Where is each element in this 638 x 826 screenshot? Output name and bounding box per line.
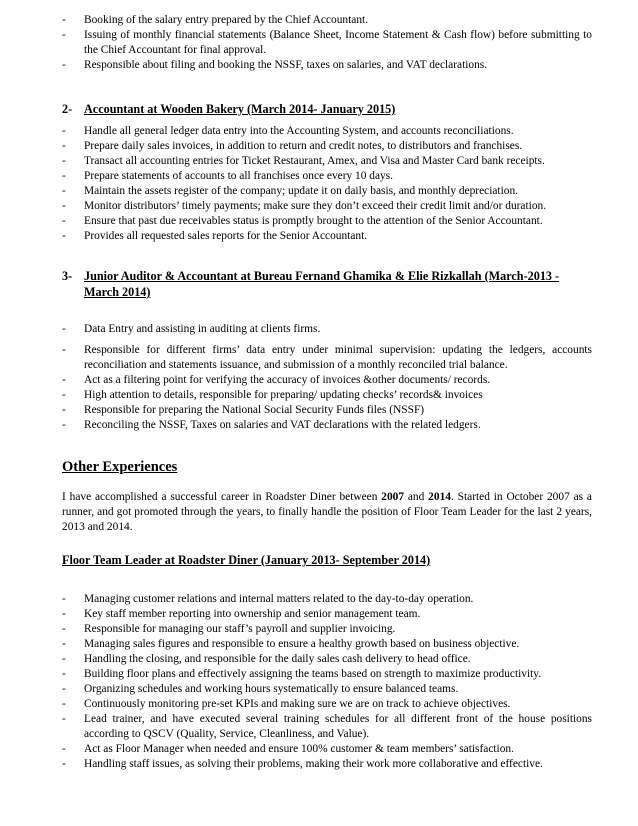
bullet-dash: - xyxy=(62,638,66,650)
list-item-text: Organizing schedules and working hours systematically to ensure balanced teams. xyxy=(84,683,459,695)
list-item xyxy=(62,712,592,742)
bullet-dash: - xyxy=(62,593,66,605)
list-item-text: Handle all general ledger data entry into the Accounting System, and accounts reconciliations. xyxy=(84,125,514,137)
list-item-text: Handling the closing, and responsible for the daily sales cash delivery to head office. xyxy=(84,653,471,665)
bullet-dash: - xyxy=(62,713,66,725)
list-item xyxy=(62,124,592,139)
bullet-dash: - xyxy=(62,140,66,152)
list-item xyxy=(62,697,592,712)
list-item-text: Responsible about filing and booking the NSSF, taxes on salaries, and VAT declarations. xyxy=(84,59,488,71)
list-item-text: Responsible for preparing the National Social Security Funds files (NSSF) xyxy=(84,404,425,416)
list-item xyxy=(62,184,592,199)
list-item-text: Managing sales figures and responsible to ensure a healthy growth based on business objective. xyxy=(84,638,520,650)
bullet-dash: - xyxy=(62,185,66,197)
list-item-text: Key staff member reporting into ownership and senior management team. xyxy=(84,608,421,620)
list-item xyxy=(62,757,592,772)
section-3-heading xyxy=(62,268,592,300)
bullet-dash: - xyxy=(62,170,66,182)
list-item xyxy=(62,652,592,667)
list-item xyxy=(62,622,592,637)
list-item xyxy=(62,403,592,418)
other-experiences-heading: Other Experiences xyxy=(62,459,178,475)
bullet-dash: - xyxy=(62,344,66,356)
list-item-text: Prepare statements of accounts to all franchises once every 10 days. xyxy=(84,170,394,182)
list-item-text: Reconciling the NSSF, Taxes on salaries and VAT declarations with the related ledgers. xyxy=(84,419,481,431)
year-start: 2007 xyxy=(381,491,405,503)
bullet-dash: - xyxy=(62,683,66,695)
bullet-dash: - xyxy=(62,623,66,635)
list-item-text: Building floor plans and effectively assigning the teams based on strength to maximize productivity. xyxy=(84,668,542,680)
list-item xyxy=(62,322,592,337)
list-item-text: Monitor distributors’ timely payments; make sure they don’t exceed their credit limit and/or duration. xyxy=(84,200,547,212)
section-3-first-list xyxy=(62,322,592,337)
list-item-text: Responsible for different firms’ data entry under minimal supervision: updating the ledgers, accounts reconciliation and statements issuance, and submission of a monthly reconciled trial balance. xyxy=(84,344,592,371)
bullet-dash: - xyxy=(62,758,66,770)
list-item xyxy=(62,229,592,244)
list-item xyxy=(62,214,592,229)
list-item xyxy=(62,388,592,403)
bullet-dash: - xyxy=(62,323,66,335)
list-item xyxy=(62,169,592,184)
list-item-text: Act as Floor Manager when needed and ensure 100% customer & team members’ satisfaction. xyxy=(84,743,514,755)
paragraph-text: and xyxy=(404,491,429,503)
section-title: Junior Auditor & Accountant at Bureau Fernand Ghamika & Elie Rizkallah (March-2013 - March 2014) xyxy=(84,269,560,299)
prev-section-list xyxy=(62,13,592,73)
section-number: 3- xyxy=(62,269,73,283)
bullet-dash: - xyxy=(62,608,66,620)
list-item xyxy=(62,13,592,28)
bullet-dash: - xyxy=(62,230,66,242)
list-item xyxy=(62,607,592,622)
section-2-list xyxy=(62,124,592,244)
section-title: Accountant at Wooden Bakery (March 2014- January 2015) xyxy=(84,102,396,116)
list-item-text: Booking of the salary entry prepared by the Chief Accountant. xyxy=(84,14,369,26)
list-item xyxy=(62,682,592,697)
bullet-dash: - xyxy=(62,125,66,137)
year-end: 2014 xyxy=(428,491,451,503)
list-item-text: Data Entry and assisting in auditing at clients firms. xyxy=(84,323,321,335)
section-2-heading xyxy=(62,101,592,117)
floor-team-leader-heading: Floor Team Leader at Roadster Diner (January 2013- September 2014) xyxy=(62,553,431,567)
list-item xyxy=(62,637,592,652)
paragraph-text: I have accomplished a successful career in Roadster Diner between xyxy=(62,491,382,503)
bullet-dash: - xyxy=(62,653,66,665)
bullet-dash: - xyxy=(62,404,66,416)
list-item-text: Transact all accounting entries for Ticket Restaurant, Amex, and Visa and Master Card bank receipts. xyxy=(84,155,545,167)
list-item-text: Provides all requested sales reports for the Senior Accountant. xyxy=(84,230,368,242)
bullet-dash: - xyxy=(62,14,66,26)
list-item-text: Responsible for managing our staff’s payroll and supplier invoicing. xyxy=(84,623,396,635)
paragraph-text: . Started in October 2007 as a runner, and got promoted through the years, to finally handle the position of Floor Team Leader for the last 2 years, 2013 and 2014. xyxy=(62,491,592,533)
list-item xyxy=(62,343,592,373)
list-item xyxy=(62,373,592,388)
list-item xyxy=(62,592,592,607)
list-item xyxy=(62,667,592,682)
list-item-text: High attention to details, responsible for preparing/ updating checks’ records& invoices xyxy=(84,389,483,401)
list-item-text: Issuing of monthly financial statements (Balance Sheet, Income Statement & Cash flow) before submitting to the Chief Accountant for final approval. xyxy=(84,29,592,56)
bullet-dash: - xyxy=(62,698,66,710)
section-number: 2- xyxy=(62,102,73,116)
list-item-text: Act as a filtering point for verifying the accuracy of invoices &other documents/ records. xyxy=(84,374,491,386)
list-item xyxy=(62,418,592,433)
bullet-dash: - xyxy=(62,389,66,401)
bullet-dash: - xyxy=(62,419,66,431)
bullet-dash: - xyxy=(62,29,66,41)
bullet-dash: - xyxy=(62,743,66,755)
list-item-text: Managing customer relations and internal matters related to the day-to-day operation. xyxy=(84,593,474,605)
list-item-text: Handling staff issues, as solving their problems, making their work more collaborative and effective. xyxy=(84,758,543,770)
bullet-dash: - xyxy=(62,200,66,212)
list-item xyxy=(62,742,592,757)
bullet-dash: - xyxy=(62,215,66,227)
list-item xyxy=(62,154,592,169)
floor-team-leader-list xyxy=(62,592,592,772)
bullet-dash: - xyxy=(62,155,66,167)
list-item xyxy=(62,199,592,214)
list-item-text: Prepare daily sales invoices, in addition to return and credit notes, to distributors and franchises. xyxy=(84,140,523,152)
list-item xyxy=(62,58,592,73)
list-item xyxy=(62,28,592,58)
list-item-text: Lead trainer, and have executed several training schedules for all different front of the house positions according to QSCV (Quality, Service, Cleanliness, and Value). xyxy=(84,713,592,740)
other-experiences-paragraph xyxy=(62,490,592,535)
list-item-text: Maintain the assets register of the company; update it on daily basis, and monthly depreciation. xyxy=(84,185,519,197)
bullet-dash: - xyxy=(62,374,66,386)
list-item xyxy=(62,139,592,154)
bullet-dash: - xyxy=(62,59,66,71)
list-item-text: Continuously monitoring pre-set KPIs and making sure we are on track to achieve objectives. xyxy=(84,698,511,710)
bullet-dash: - xyxy=(62,668,66,680)
list-item-text: Ensure that past due receivables status is promptly brought to the attention of the Senior Accountant. xyxy=(84,215,543,227)
section-3-list xyxy=(62,343,592,433)
